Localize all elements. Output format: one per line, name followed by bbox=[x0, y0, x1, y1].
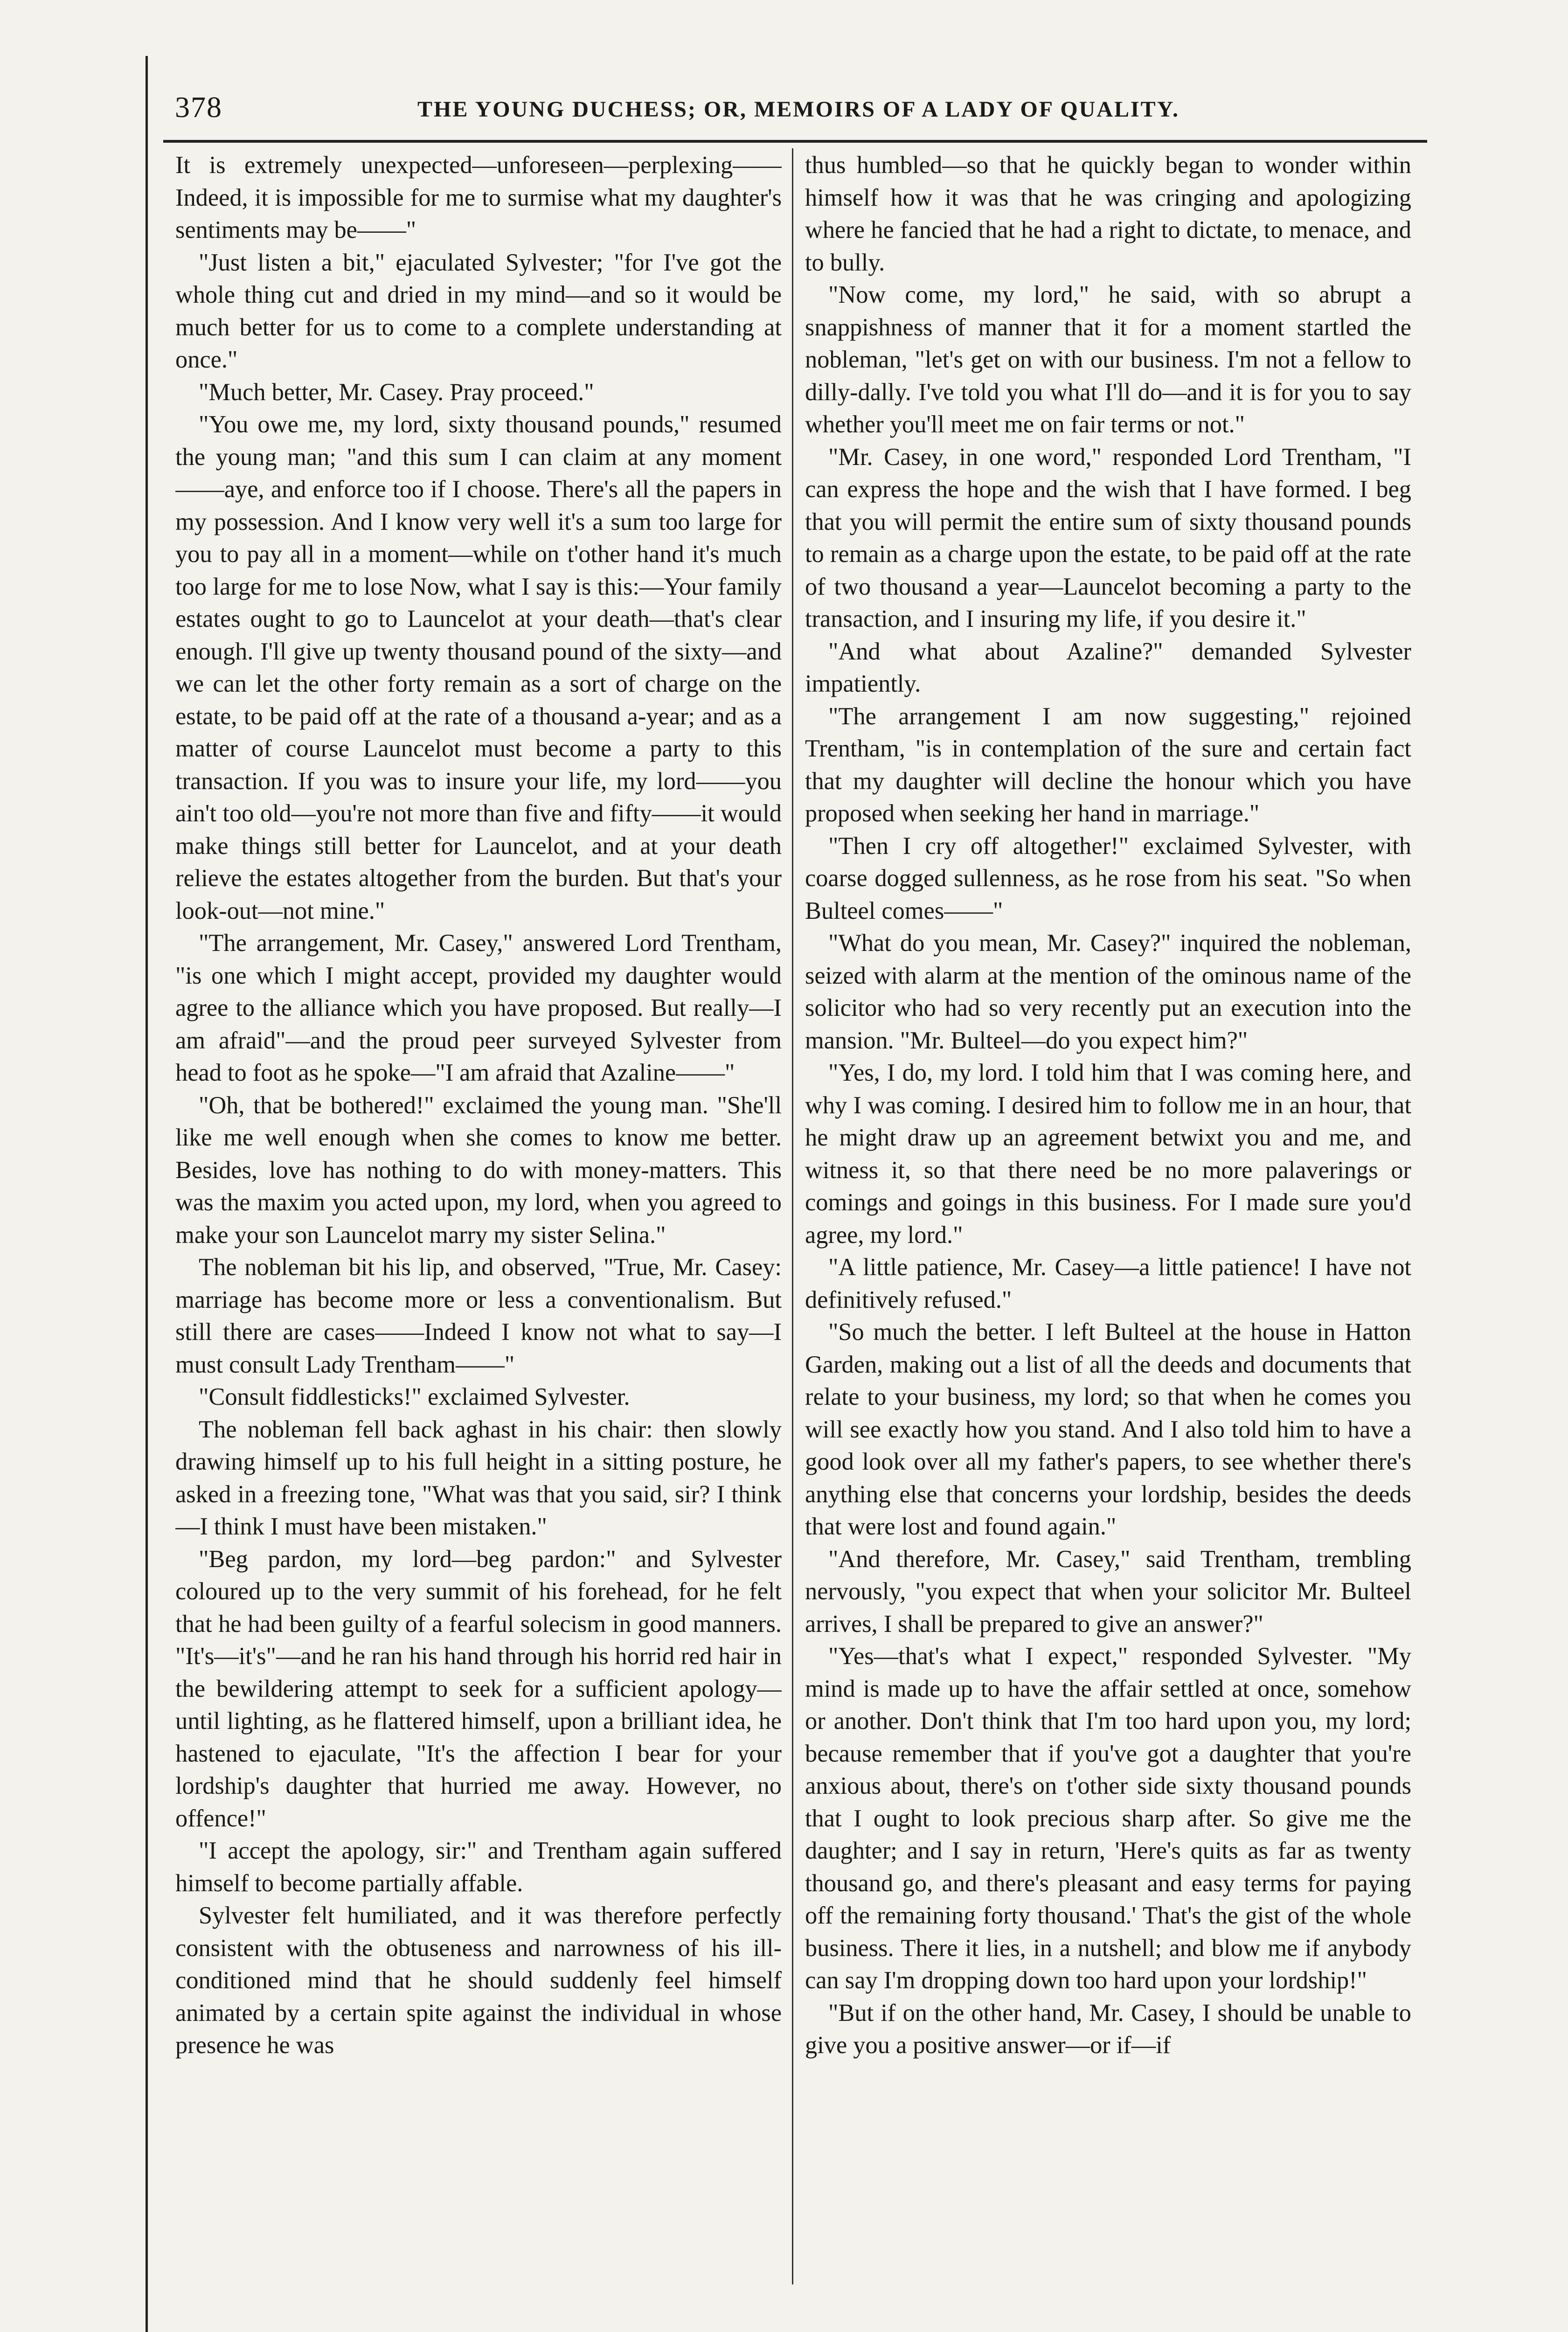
header-rule bbox=[163, 140, 1427, 143]
paragraph: "Beg pardon, my lord—beg pardon:" and Sylvester coloured up to the very summit of his forehead, for he felt that he had been guilty of a fearful solecism in good manners. "It's—it's"—and he ran his hand through his horrid red hair in the bewildering attempt to seek for a sufficient apology—until lighting, as he flattered himself, upon a brilliant idea, he hastened to ejaculate, "It's the affection I bear for your lordship's daughter that hurried me away. However, no offence!" bbox=[175, 1545, 782, 1832]
paragraph: "And therefore, Mr. Casey," said Trentham, trembling nervously, "you expect that when your solicitor Mr. Bulteel arrives, I shall be prepared to give an answer?" bbox=[805, 1545, 1411, 1638]
paragraph: thus humbled—so that he quickly began to wonder within himself how it was that he was cringing and apologizing where he fancied that he had a right to dictate, to menace, and to bully. bbox=[805, 152, 1411, 276]
paragraph: "You owe me, my lord, sixty thousand pounds," resumed the young man; "and this sum I can claim at any moment——aye, and enforce too if I choose. There's all the papers in my possession. And I know very well it's a sum too large for you to pay all in a moment—while on t'other hand it's much too large for me to lose Now, what I say is this:—Your family estates ought to go to Launcelot at your death—that's clear enough. I'll give up twenty thousand pound of the sixty—and we can let the other forty remain as a sort of charge on the estate, to be paid off at the rate of a thousand a-year; and as a matter of course Launcelot must become a party to this transaction. If you was to insure your life, my lord——you ain't too old—you're not more than five and fifty——it would make things still better for Launcelot, and at your death relieve the estates altogether from the burden. But that's your look-out—not mine." bbox=[175, 411, 782, 924]
column-divider bbox=[792, 148, 793, 2284]
paragraph: It is extremely unexpected—unforeseen—perplexing——Indeed, it is impossible for me to surmise what my daughter's sentiments may be——" bbox=[175, 152, 782, 243]
paragraph: "Yes, I do, my lord. I told him that I was coming here, and why I was coming. I desired him to follow me in an hour, that he might draw up an agreement betwixt you and me, and witness it, so that there need be no more palaverings or comings and goings in this business. For I made sure you'd agree, my lord." bbox=[805, 1059, 1411, 1249]
paragraph: "Consult fiddlesticks!" exclaimed Sylvester. bbox=[199, 1383, 630, 1410]
paragraph: "What do you mean, Mr. Casey?" inquired the nobleman, seized with alarm at the mention of the ominous name of the solicitor who had so very recently put an execution into the mansion. "Mr. Bulteel—do you expect him?" bbox=[805, 930, 1411, 1054]
paragraph: "Just listen a bit," ejaculated Sylvester; "for I've got the whole thing cut and dried in my mind—and so it would be much better for us to come to a complete understanding at once." bbox=[175, 249, 782, 373]
paragraph: The nobleman bit his lip, and observed, "True, Mr. Casey: marriage has become more or less a conventionalism. But still there are cases——Indeed I know not what to say—I must consult Lady Trentham——" bbox=[175, 1254, 782, 1378]
paragraph: "The arrangement I am now suggesting," rejoined Trentham, "is in contemplation of the sure and certain fact that my daughter will decline the honour which you have proposed when seeking her hand in marriage." bbox=[805, 702, 1411, 827]
paragraph: "And what about Azaline?" demanded Sylvester impatiently. bbox=[805, 638, 1411, 697]
paragraph: The nobleman fell back aghast in his chair: then slowly drawing himself up to his full height in a sitting posture, he asked in a freezing tone, "What was that you said, sir? I think—I think I must have been mistaken." bbox=[175, 1416, 782, 1540]
paragraph: "Mr. Casey, in one word," responded Lord Trentham, "I can express the hope and the wish that I have formed. I beg that you will permit the entire sum of sixty thousand pounds to remain as a charge upon the estate, to be paid off at the rate of two thousand a year—Launcelot becoming a party to the transaction, and I insuring my life, if you desire it." bbox=[805, 443, 1411, 632]
paragraph: "A little patience, Mr. Casey—a little patience! I have not definitively refused." bbox=[805, 1254, 1411, 1313]
right-column bbox=[805, 149, 1411, 2313]
left-column bbox=[175, 149, 782, 2313]
running-title: THE YOUNG DUCHESS; OR, MEMOIRS OF A LADY OF QUALITY. bbox=[417, 97, 1179, 122]
left-border-line bbox=[146, 56, 148, 2332]
page-header bbox=[175, 89, 1425, 131]
paragraph: "Then I cry off altogether!" exclaimed Sylvester, with coarse dogged sullenness, as he rose from his seat. "So when Bulteel comes——" bbox=[805, 832, 1411, 924]
paragraph: "Yes—that's what I expect," responded Sylvester. "My mind is made up to have the affair settled at once, somehow or another. Don't think that I'm too hard upon you, my lord; because remember that if you've got a daughter that you're anxious about, there's on t'other side sixty thousand pounds that I ought to look precious sharp after. So give me the daughter; and I say in return, 'Here's quits as far as twenty thousand go, and there's pleasant and easy terms for paying off the remaining forty thousand.' That's the gist of the whole business. There it lies, in a nutshell; and blow me if anybody can say I'm dropping down too hard upon your lordship!" bbox=[805, 1643, 1411, 1994]
paragraph: "Oh, that be bothered!" exclaimed the young man. "She'll like me well enough when she comes to know me better. Besides, love has nothing to do with money-matters. This was the maxim you acted upon, my lord, when you agreed to make your son Launcelot marry my sister Selina." bbox=[175, 1091, 782, 1249]
paragraph: "Much better, Mr. Casey. Pray proceed." bbox=[199, 378, 594, 406]
paragraph: "The arrangement, Mr. Casey," answered Lord Trentham, "is one which I might accept, provided my daughter would agree to the alliance which you have proposed. But really—I am afraid"—and the proud peer surveyed Sylvester from head to foot as he spoke—"I am afraid that Azaline——" bbox=[175, 930, 782, 1086]
paragraph: "So much the better. I left Bulteel at the house in Hatton Garden, making out a list of all the deeds and documents that relate to your business, my lord; so that when he comes you will see exactly how you stand. And I also told him to have a good look over all my father's papers, to see whether there's anything else that concerns your lordship, besides the deeds that were lost and found again." bbox=[805, 1319, 1411, 1540]
paragraph: "Now come, my lord," he said, with so abrupt a snappishness of manner that it for a moment startled the nobleman, "let's get on with our business. I'm not a fellow to dilly-dally. I've told you what I'll do—and it is for you to say whether you'll meet me on fair terms or not." bbox=[805, 281, 1411, 438]
paragraph: "I accept the apology, sir:" and Trentham again suffered himself to become partially affable. bbox=[175, 1837, 782, 1897]
page-number: 378 bbox=[175, 90, 222, 124]
paragraph: "But if on the other hand, Mr. Casey, I should be unable to give you a positive answer—or if—if bbox=[805, 1999, 1411, 2059]
paragraph: Sylvester felt humiliated, and it was therefore perfectly consistent with the obtuseness and narrowness of his ill-conditioned mind that he should suddenly feel himself animated by a certain spite against the individual in whose presence he was bbox=[175, 1902, 782, 2059]
